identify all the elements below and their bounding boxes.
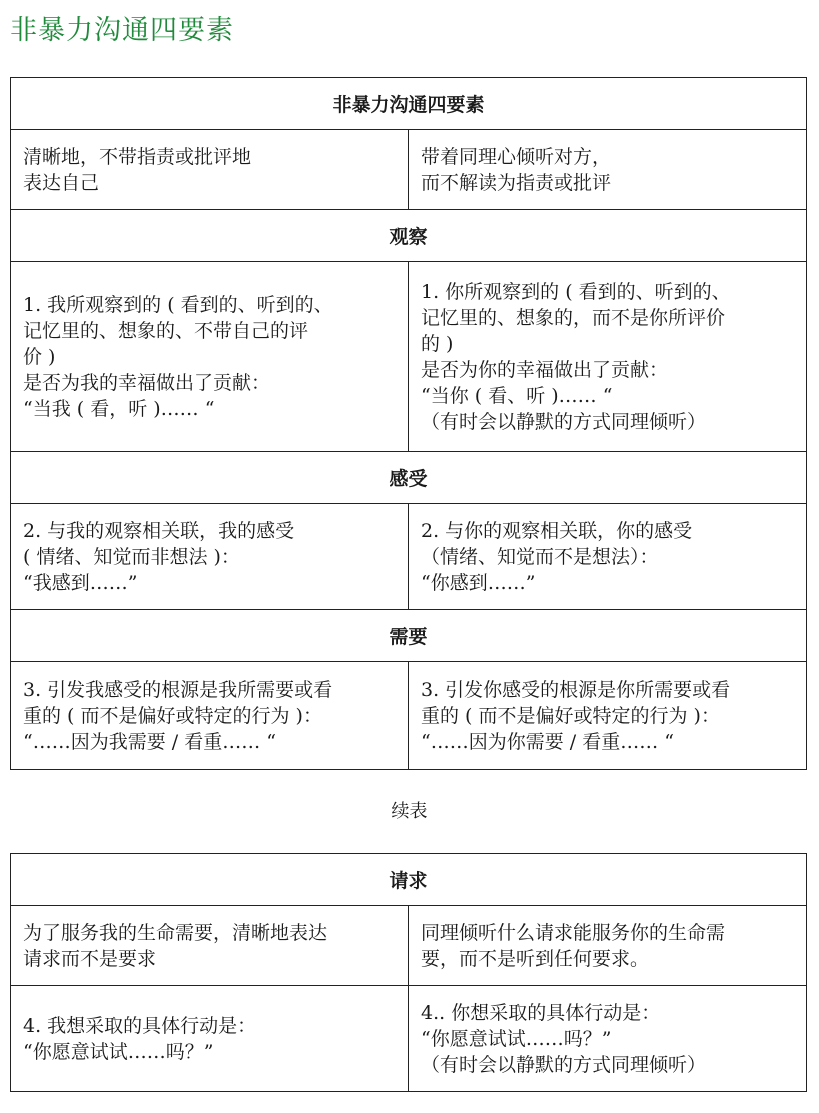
cell-text-line: （情绪、知觉而不是想法）： [421, 545, 659, 568]
cell-text-line: （有时会以静默的方式同理倾听） [421, 1053, 707, 1076]
cell-text-line: 记忆里的、想象的，而不是你所评价 [421, 306, 726, 329]
cell-text-line: 4. 我想采取的具体行动是： [23, 1014, 257, 1037]
nvc-table-continued [10, 853, 807, 1092]
cell-text-line: “你愿意试试……吗？” [421, 1027, 612, 1050]
nvc-table-main [10, 77, 807, 770]
observation-self-cell [11, 262, 409, 452]
cell-text-line: 1. 你所观察到的 ( 看到的、听到的、 [421, 280, 731, 303]
need-self-cell [11, 662, 409, 770]
cell-text-line: “你愿意试试……吗？” [23, 1040, 214, 1063]
cell-text-line: “我感到……” [23, 571, 138, 594]
cell-text-line: 记忆里的、想象的、不带自己的评 [23, 319, 309, 342]
request-other-cell [409, 986, 807, 1092]
cell-text-line: 重的 ( 而不是偏好或特定的行为 )： [421, 704, 720, 727]
cell-text-line: “你感到……” [421, 571, 536, 594]
request-intro-other-cell [409, 906, 807, 986]
cell-text-line: 表达自己 [23, 171, 100, 194]
cell-text-line: 请求而不是要求 [23, 947, 157, 970]
cell-text-line: 带着同理心倾听对方， [421, 145, 612, 168]
cell-text-line: 3. 引发你感受的根源是你所需要或看 [421, 678, 731, 701]
cell-text-line: 要，而不是听到任何要求。 [421, 947, 650, 970]
cell-text-line: “当你 ( 看、听 )…… “ [421, 384, 613, 407]
cell-text-line: “……因为你需要 / 看重…… “ [421, 730, 674, 753]
cell-text-line: 2. 与你的观察相关联，你的感受 [421, 519, 693, 542]
cell-text-line: 2. 与我的观察相关联，我的感受 [23, 519, 295, 542]
cell-text-line: 是否为你的幸福做出了贡献： [421, 358, 669, 381]
cell-text-line: 为了服务我的生命需要，清晰地表达 [23, 921, 328, 944]
need-other-cell [409, 662, 807, 770]
cell-text-line: 是否为我的幸福做出了贡献： [23, 371, 271, 394]
cell-text-line: （有时会以静默的方式同理倾听） [421, 410, 707, 433]
feeling-self-cell [11, 504, 409, 610]
cell-text-line: 清晰地，不带指责或批评地 [23, 145, 252, 168]
need-header: 需要 [11, 610, 807, 662]
cell-text-line: 而不解读为指责或批评 [421, 171, 612, 194]
cell-text-line: 的 ) [421, 332, 454, 355]
table-header: 非暴力沟通四要素 [11, 78, 807, 130]
cell-text-line: 重的 ( 而不是偏好或特定的行为 )： [23, 704, 322, 727]
request-self-cell [11, 986, 409, 1092]
intro-self-cell [11, 130, 409, 210]
cell-text-line: 3. 引发我感受的根源是我所需要或看 [23, 678, 333, 701]
request-header: 请求 [11, 854, 807, 906]
cell-text-line: “当我 ( 看，听 )…… “ [23, 397, 215, 420]
cell-text-line: 同理倾听什么请求能服务你的生命需 [421, 921, 726, 944]
continued-label: 续表 [391, 801, 428, 822]
cell-text-line: 4.. 你想采取的具体行动是： [421, 1001, 661, 1024]
page-title: 非暴力沟通四要素 [10, 15, 234, 46]
intro-other-cell [409, 130, 807, 210]
cell-text-line: 1. 我所观察到的 ( 看到的、听到的、 [23, 293, 333, 316]
feeling-other-cell [409, 504, 807, 610]
cell-text-line: “……因为我需要 / 看重…… “ [23, 730, 276, 753]
feeling-header: 感受 [11, 452, 807, 504]
observation-header: 观察 [11, 210, 807, 262]
cell-text-line: 价 ) [23, 345, 56, 368]
request-intro-self-cell [11, 906, 409, 986]
cell-text-line: ( 情绪、知觉而非想法 )： [23, 545, 240, 568]
observation-other-cell [409, 262, 807, 452]
